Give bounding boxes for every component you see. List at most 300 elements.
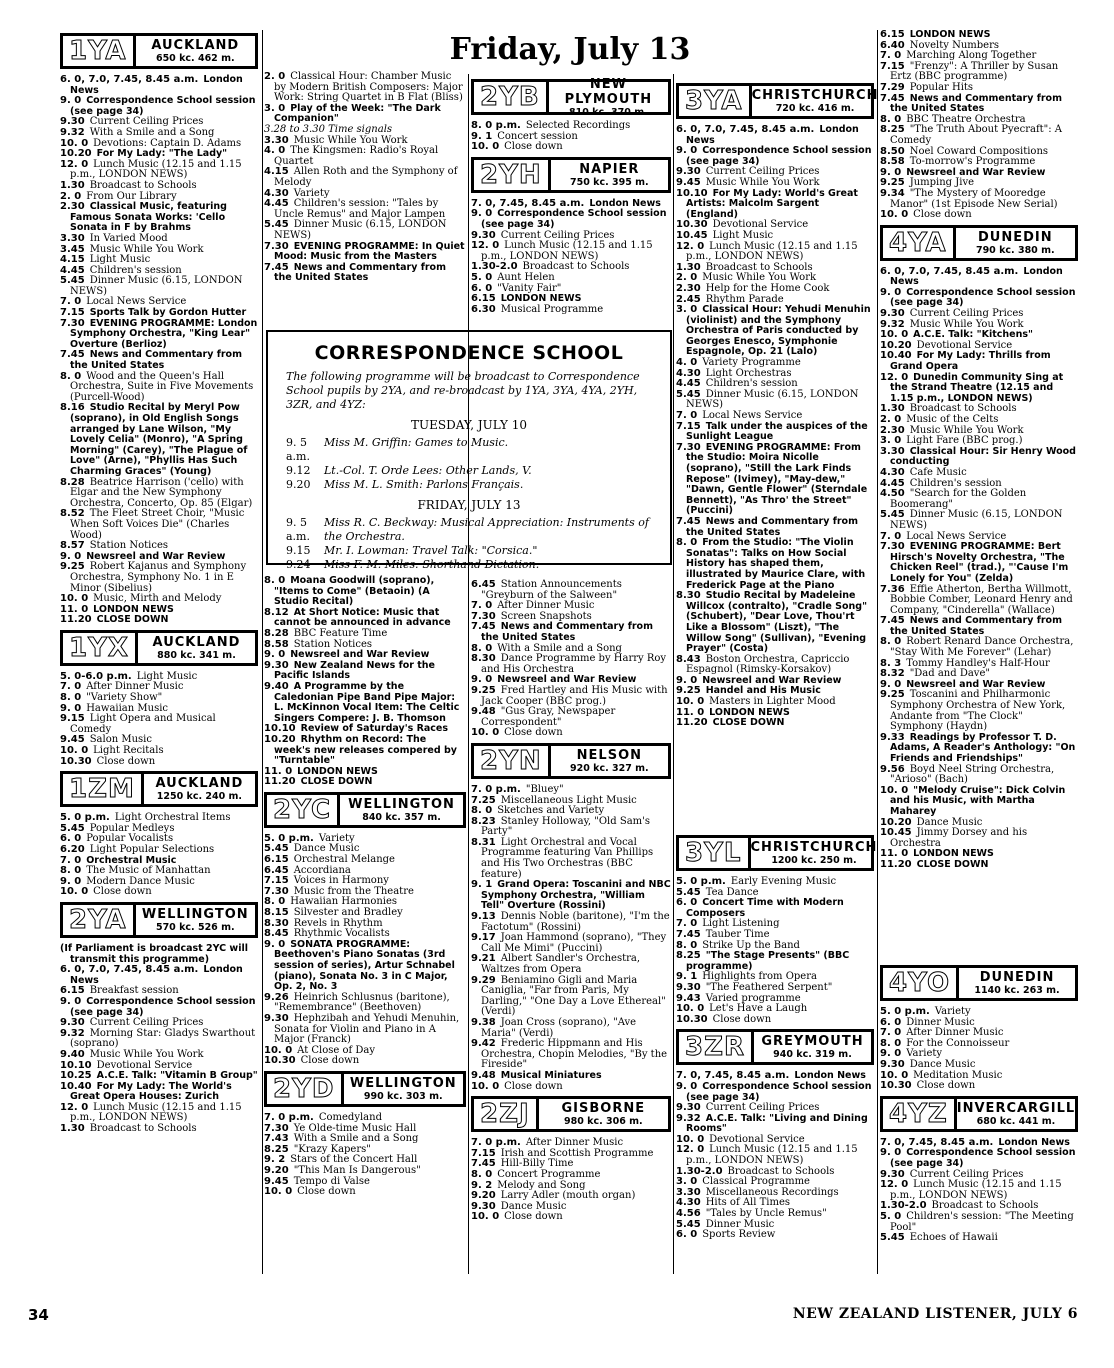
programme-time: 8.23 [471,815,496,827]
programme-time: 3.30 [264,134,289,146]
programme-entry [264,608,466,629]
programme-title: Comedyland [318,1111,382,1123]
programme-time: 5. 0-6.0 p.m. [60,670,132,682]
programme-title: Devotional Service [709,1133,805,1145]
station-frequency: 1250 kc. 240 m. [156,791,243,803]
programme-time: 8.57 [60,540,85,552]
programme-title: Toscanini and Philharmonic Symphony Orchestra of New York, Andante from "The Clock" Symphony (Haydn) [890,689,1066,733]
column-2-lower [264,576,466,1202]
station-city: AUCKLAND [155,776,244,792]
programme-entry [676,538,874,591]
programme-title: Music While You Work [702,272,817,284]
programme-entry [676,951,874,972]
programme-time: 7.43 [264,1133,289,1145]
programme-time: 6.45 [264,864,289,876]
programme-title: Correspondence School session (see page 34) [890,1147,1076,1169]
programme-title: News and Commentary from the United States [274,261,446,284]
programme-time: 10.20 [60,148,92,160]
programme-title: Local News Service [906,530,1007,542]
programme-title: Hawaiian Harmonies [290,896,398,908]
programme-title: CLOSE DOWN [712,717,785,729]
station-call-sign: 3YL [679,838,751,868]
programme-title: Devotional Service [96,1059,193,1071]
programme-title: Close down [504,1080,563,1092]
programme-time: 8. 0 [880,636,902,648]
programme-title: Let's Have a Laugh [709,1003,808,1015]
programme-time: 7.30 [880,541,905,553]
station-info [549,77,668,118]
station-call-sign: 1YA [63,36,136,66]
programme-entry [264,993,466,1014]
programme-time: 9.20 [264,1164,289,1176]
programme-title: London News [686,124,859,146]
programme-entry [471,132,671,143]
programme-time: 5. 0 [471,271,493,283]
programme-title: "The Stage Presents" (BBC programme) [686,950,850,972]
programme-title: Dinner Music [906,1016,975,1028]
programme-title: Correspondence School session (see page 34) [481,208,667,230]
programme-entry [880,351,1078,372]
programme-entry [880,616,1078,637]
programme-title: Screen Snapshots [500,610,592,622]
programme-entry [471,838,671,880]
station-call-sign: 4YO [883,968,959,998]
programme-title: Music While You Work [89,243,204,255]
programme-time: 4.56 [676,1208,701,1220]
programme-title: Broadcast to Schools [727,1165,835,1177]
station-call-sign: 3ZR [679,1032,754,1062]
programme-title: Close down [297,1186,356,1198]
correspondence-item [286,558,652,572]
programme-time: 4.45 [676,378,701,390]
correspondence-time: 9. 5 a.m. [286,436,310,463]
programme-entry [60,350,258,371]
station-call-sign: 1ZM [63,774,144,804]
programme-title: Irish and Scottish Programme [500,1147,654,1159]
station-section [471,743,671,1092]
column-3-upper [471,76,671,319]
station-frequency: 750 kc. 395 m. [570,176,649,188]
programme-title: Station Announcements "Greyburn of the Salween" [481,579,622,601]
programme-time: 7.30 [264,885,289,897]
programme-time: 9. 0 [880,286,902,298]
programme-title: Current Ceiling Prices [909,308,1024,320]
programme-entry [471,707,671,728]
correspondence-day-heading: FRIDAY, JULY 13 [417,498,521,512]
programme-time: 10.40 [60,1080,92,1092]
programme-time: 2. 0 [264,71,286,82]
station-section [264,72,466,284]
correspondence-title: CORRESPONDENCE SCHOOL [314,342,624,364]
programme-time: 8. 0 [880,1037,902,1049]
station-header [676,83,879,119]
programme-time: 9.30 [60,1017,85,1029]
programme-time: 7.30 [264,1122,289,1134]
programme-title: Miscellaneous Light Music [500,794,637,806]
station-city: INVERCARGILL [956,1100,1076,1116]
programme-time: 11.20 [676,717,708,729]
programme-time: 5.45 [60,822,85,834]
programme-entry [264,72,466,104]
programme-time: 10. 0 [264,1044,293,1056]
correspondence-item [286,436,652,464]
programme-title: Jumping Jive [909,177,975,189]
correspondence-intro: The following programme will be broadcast to Correspondence School pupils by 2YA, and re-broadcast by 1YA, 3YA, 4YA, 2YH, 3ZR, and 4YZ: [286,370,640,411]
programme-title: Dinner Music (6.15, LONDON NEWS) [686,388,859,411]
programme-title: Early Evening Music [730,876,837,887]
station-section [880,1096,1078,1244]
programme-title: Newsreel and War Review [906,678,1046,690]
programme-title: London News [70,964,243,986]
programme-title: Local News Service [86,296,187,308]
station-city: NEW PLYMOUTH [564,76,653,107]
programme-time: 5.45 [676,1218,701,1230]
station-header [880,965,1078,1001]
programme-entry [60,1082,258,1103]
station-city: AUCKLAND [152,634,241,650]
programme-time: 11.20 [880,858,912,870]
programme-title: Station Notices [89,540,169,552]
programme-time: 6. 0 [60,833,82,845]
programme-time: 9. 2 [471,1179,493,1191]
programme-entry [880,189,1078,210]
programme-entry [264,735,466,767]
programme-time: 6. 0, 7.0, 7.45, 8.45 a.m. [60,74,199,85]
programme-time: 7. 0 [676,918,698,930]
programme-entry [676,1230,874,1241]
programme-time: 10.40 [880,350,912,362]
programme-time: 10.20 [264,733,296,745]
programme-time: 9. 0 [676,674,698,686]
programme-time: 10. 0 [471,141,500,153]
programme-title: "Search for the Golden Boomerang" [890,488,1027,510]
programme-title: "Bluey" [525,783,564,795]
programme-entry [676,390,874,411]
station-call-sign: 2YH [474,160,551,190]
station-city: GISBORNE [561,1101,646,1117]
programme-title: In Varied Mood [89,232,168,244]
column-2-upper [264,72,466,288]
programme-title: A Programme by the Caledonian Pipe Band Pipe Major: L. McKinnon Vocal Item: The Celtic Singers Compere: J. B. Thomson [274,680,460,724]
programme-time: 11.20 [264,776,296,788]
programme-time: 8.25 [676,950,701,962]
programme-title: News and Commentary from the United States [890,92,1062,115]
station-info [539,1101,668,1127]
programme-title: Salon Music [89,734,152,746]
programme-time: 10.30 [60,755,92,767]
programme-time: 10.30 [264,1055,296,1067]
programme-title: Light Orchestras [705,367,792,379]
station-city: DUNEDIN [979,970,1055,985]
programme-entry [60,202,258,234]
programme-title: Morning Star: Gladys Swarthout (soprano) [70,1027,256,1050]
programme-title: Readings by Professor T. D. Adams, A Reader's Anthology: "On Friends and Friendships" [890,731,1076,764]
programme-title: Lunch Music (12.15 and 1.15 p.m., LONDON NEWS) [686,1144,858,1167]
programme-time: 12. 0 [60,1101,89,1113]
programme-time: 9.25 [880,177,905,189]
programme-title: Close down [913,209,972,221]
station-section [264,792,466,1067]
correspondence-time: 9.24 [286,558,311,571]
programme-entry [880,94,1078,115]
programme-time: 6. 0, 7.0, 7.45, 8.45 a.m. [880,265,1019,277]
programme-title: Classical Music, featuring Famous Sonata Works: 'Cello Sonata in F by Brahms [70,201,227,234]
programme-time: 9.32 [60,1027,85,1039]
programme-title: Light Orchestral and Vocal Programme featuring Van Phillips and His Two Orchestras (BBC feature) [481,836,654,880]
programme-title: Popular Hits [909,81,974,93]
programme-title: Newsreel and War Review [86,550,226,562]
station-city: CHRISTCHURCH [750,840,878,855]
programme-title: LONDON NEWS [909,29,991,40]
programme-title: Wood and the Queen's Hall Orchestra, Suite in Five Movements (Purcell-Wood) [70,370,254,403]
programme-title: From the Studio: "The Violin Sonatas": Talks on How Social History has shaped them, illustrated by Maurice Clare, with Frederick Page at the Piano [686,537,866,591]
programme-time: 9.30 [676,1102,701,1114]
programme-entry [264,1014,466,1046]
programme-title: Talk under the auspices of the Sunlight League [686,420,868,443]
station-call-sign: 2YN [474,746,551,776]
programme-title: Current Ceiling Prices [500,229,615,241]
programme-time: 10.10 [264,723,296,735]
programme-title: Variety [934,1006,971,1017]
programme-time: 10. 0 [880,1069,909,1081]
programme-entry [60,276,258,297]
programme-time: 9. 0 [676,145,698,157]
programme-title: Dennis Noble (baritone), "I'm the Factotum" (Rossini) [481,911,670,933]
programme-entry [60,96,258,117]
programme-time: 3.45 [60,243,85,255]
programme-time: 10. 0 [60,745,89,757]
station-frequency: 980 kc. 306 m. [563,1116,643,1128]
programme-time: 12. 0 [880,1179,909,1191]
programme-time: 9.30 [676,981,701,993]
programme-time: 2. 0 [60,190,82,202]
programme-title: Station Notices [293,638,373,650]
programme-time: 9.45 [60,734,85,746]
programme-entry [880,267,1078,288]
programme-time: 8. 0 [471,1168,493,1180]
station-frequency: 720 kc. 416 m. [775,103,855,114]
programme-title: Masters in Lighter Mood [709,696,836,708]
programme-title: With a Smile and a Song [497,642,622,654]
programme-title: Children's session [89,264,182,276]
station-section [471,157,671,316]
programme-time: 12. 0 [676,1144,705,1156]
station-frequency: 810 kc. 370 m. [569,106,648,118]
programme-entry [676,655,874,676]
programme-entry [471,241,671,262]
programme-title: Correspondence School session (see page 34) [890,286,1076,309]
programme-title: Frederic Hippmann and His Orchestra, Chopin Melodies, "By the Fireside" [481,1038,668,1071]
programme-time: 9.29 [471,974,496,986]
programme-time: 6. 0, 7.0, 7.45, 8.45 a.m. [60,964,199,976]
programme-entry [880,1180,1078,1201]
programme-time: 9.30 [264,1012,289,1024]
programme-title: The Music of Manhattan [86,865,211,877]
programme-time: 9. 0 [264,649,286,661]
programme-time: 9.56 [880,763,905,775]
programme-title: London News [70,74,243,96]
programme-title: Concert Programme [497,1168,601,1180]
station-info [136,38,255,64]
station-info [551,162,668,188]
station-section [264,576,466,788]
programme-entry [676,242,874,263]
programme-title: CLOSE DOWN [96,614,169,626]
station-frequency: 1200 kc. 250 m. [771,855,857,866]
programme-title: EVENING PROGRAMME: From the Studio: Moira Nicolle (soprano), "Still the Lark Finds Repose" (Ivimey), "May-dew," "Dawn, Gentle Flower" (Sterndale Bennett), "As Thro' the Street" (Puccini) [686,441,868,517]
programme-time: 4.45 [264,198,289,210]
correspondence-time: 9. 5 a.m. [286,516,310,543]
programme-title: Lunch Music (12.15 and 1.15 p.m., LONDON NEWS) [890,1179,1062,1201]
programme-entry [471,622,671,643]
programme-title: Concert session [497,130,578,142]
programme-time: 11.20 [60,614,92,626]
programme-time: 10. 0 [880,784,909,796]
programme-entry [880,637,1078,658]
station-section [880,30,1078,221]
programme-title: Studio Recital by Madeleine Willcox (contralto), "Cradle Song" (Schubert), "Dear Love, Thou'rt Like a Blossom" (Liszt), "The Willow Song" (Sullivan), "Evening Prayer" (Costa) [686,590,868,655]
programme-time: 9.30 [264,659,289,671]
programme-entry [60,1124,258,1135]
programme-title: Variety [293,187,330,199]
programme-time: 9.48 [471,706,496,718]
programme-title: Noel Coward Compositions [909,145,1049,157]
programme-title: After Dinner Music [906,1027,1004,1039]
programme-entry [880,786,1078,818]
programme-time: 4.50 [880,488,905,500]
programme-entry [60,714,258,735]
programme-title: Echoes of Hawaii [909,1232,998,1244]
programme-title: After Dinner Music [86,681,184,693]
programme-title: Broadcast to Schools [705,261,813,273]
programme-time: 9.45 [676,176,701,188]
programme-time: 10.25 [60,1070,92,1082]
programme-title: Joan Hammond (soprano), "They Call Me Mimi" (Puccini) [481,932,667,954]
programme-entry [264,263,466,284]
programme-time: 7.15 [60,307,85,319]
station-header [471,76,671,118]
programme-title: Hill-Billy Time [500,1158,574,1170]
programme-title: Music, Mirth and Melody [93,593,222,605]
programme-title: BBC Feature Time [293,627,388,639]
programme-entry [264,777,466,788]
programme-entry [60,509,258,541]
programme-time: 5. 0 p.m. [60,812,110,824]
programme-title: Broadcast to Schools [931,1200,1039,1212]
programme-time: 10.20 [880,339,912,351]
programme-entry [676,898,874,919]
station-frequency: 570 kc. 526 m. [155,921,235,933]
programme-title: Musical Programme [500,303,604,315]
programme-title: Rhythm Parade [705,293,784,305]
programme-entry [264,199,466,220]
programme-entry [60,887,258,898]
programme-title: Strike Up the Band [702,939,800,951]
station-frequency: 680 kc. 441 m. [976,1115,1056,1127]
programme-title: BBC Theatre Orchestra [906,113,1026,125]
programme-entry [264,220,466,241]
programme-time: 8. 0 p.m. [471,120,521,131]
correspondence-time: 9.12 [286,464,311,477]
programme-title: Orchestral Music [86,854,177,866]
programme-time: 8.12 [264,606,289,618]
programme-title: Music While You Work [705,176,820,188]
programme-time: 5. 0 [880,1210,902,1222]
programme-entry [471,912,671,933]
column-rule [262,30,263,1274]
programme-title: LONDON NEWS [297,765,378,777]
programme-time: 8. 0 [676,939,698,951]
programme-title: Varied programme [705,992,801,1004]
station-city: CHRISTCHURCH [751,88,879,103]
correspondence-item [286,478,652,492]
programme-time: 5. 0 p.m. [880,1006,930,1017]
programme-title: The Fleet Street Choir, "Music When Soft Voices Die" (Charles Wood) [70,508,245,541]
programme-time: 4.15 [60,254,85,266]
column-3-lower [471,580,671,1227]
programme-title: Orchestral Melange [293,854,395,866]
station-section [60,902,258,1135]
programme-title: Children's session [705,378,798,390]
programme-time: 7.45 [471,621,496,633]
programme-title: Stars of the Concert Hall [290,1154,418,1166]
programme-time: 2. 0 [880,414,902,425]
programme-time: 9. 0 [676,1080,698,1092]
programme-title: "The Feathered Serpent" [705,981,833,993]
programme-title: Dance Programme by Harry Roy and His Orchestra [481,653,667,675]
programme-entry [471,580,671,601]
programme-time: 8. 0 [676,537,698,549]
programme-time: 6. 0 [676,897,698,909]
programme-title: A.C.E. Talk: "Vitamin B Group" [96,1070,258,1082]
programme-time: 4.30 [264,187,289,199]
programme-entry [471,1212,671,1223]
programme-time: 9. 0 [880,1048,902,1060]
programme-title: Selected Recordings [525,120,631,131]
programme-title: Music While You Work [89,1048,204,1060]
programme-entry [264,1056,466,1067]
programme-title: Silvester and Bradley [293,907,403,919]
programme-time: 6. 0 [471,282,493,294]
programme-title: Review of Saturday's Races [300,723,449,735]
programme-title: Music While You Work [909,424,1024,436]
programme-time: 9.30 [471,1200,496,1212]
programme-title: Lunch Music (12.15 and 1.15 p.m., LONDON NEWS) [686,240,858,263]
programme-time: 2.45 [676,293,701,305]
programme-title: After Dinner Music [497,600,595,612]
programme-time: 7. 0 [60,296,82,308]
programme-title: SONATA PROGRAMME: Beethoven's Piano Sonatas (3rd session of series), Artur Schnabel (piano), Sonata No. 3 in C Major, Op. 2, No. 3 [274,938,455,993]
column-rule [673,74,674,1274]
programme-entry [60,160,258,181]
programme-entry [471,933,671,954]
station-city: NELSON [576,747,643,763]
programme-title: CLOSE DOWN [916,858,989,870]
programme-title: Children's session: "The Meeting Pool" [890,1210,1074,1233]
programme-title: Music of the Celts [906,414,999,425]
programme-time: 7.15 [676,420,701,432]
programme-time: 9.25 [676,685,701,697]
programme-entry [471,1039,671,1071]
programme-time: 10. 0 [880,329,909,341]
programme-time: 4. 0 [676,357,698,369]
programme-title: Voices in Harmony [293,875,389,887]
programme-time: 7.45 [676,515,701,527]
programme-title: "The Truth About Pyecraft": A Comedy [890,124,1063,146]
programme-title: Cafe Music [909,466,967,478]
programme-entry [880,489,1078,510]
programme-title: Dinner Music (6.15, LONDON NEWS) [70,275,243,297]
